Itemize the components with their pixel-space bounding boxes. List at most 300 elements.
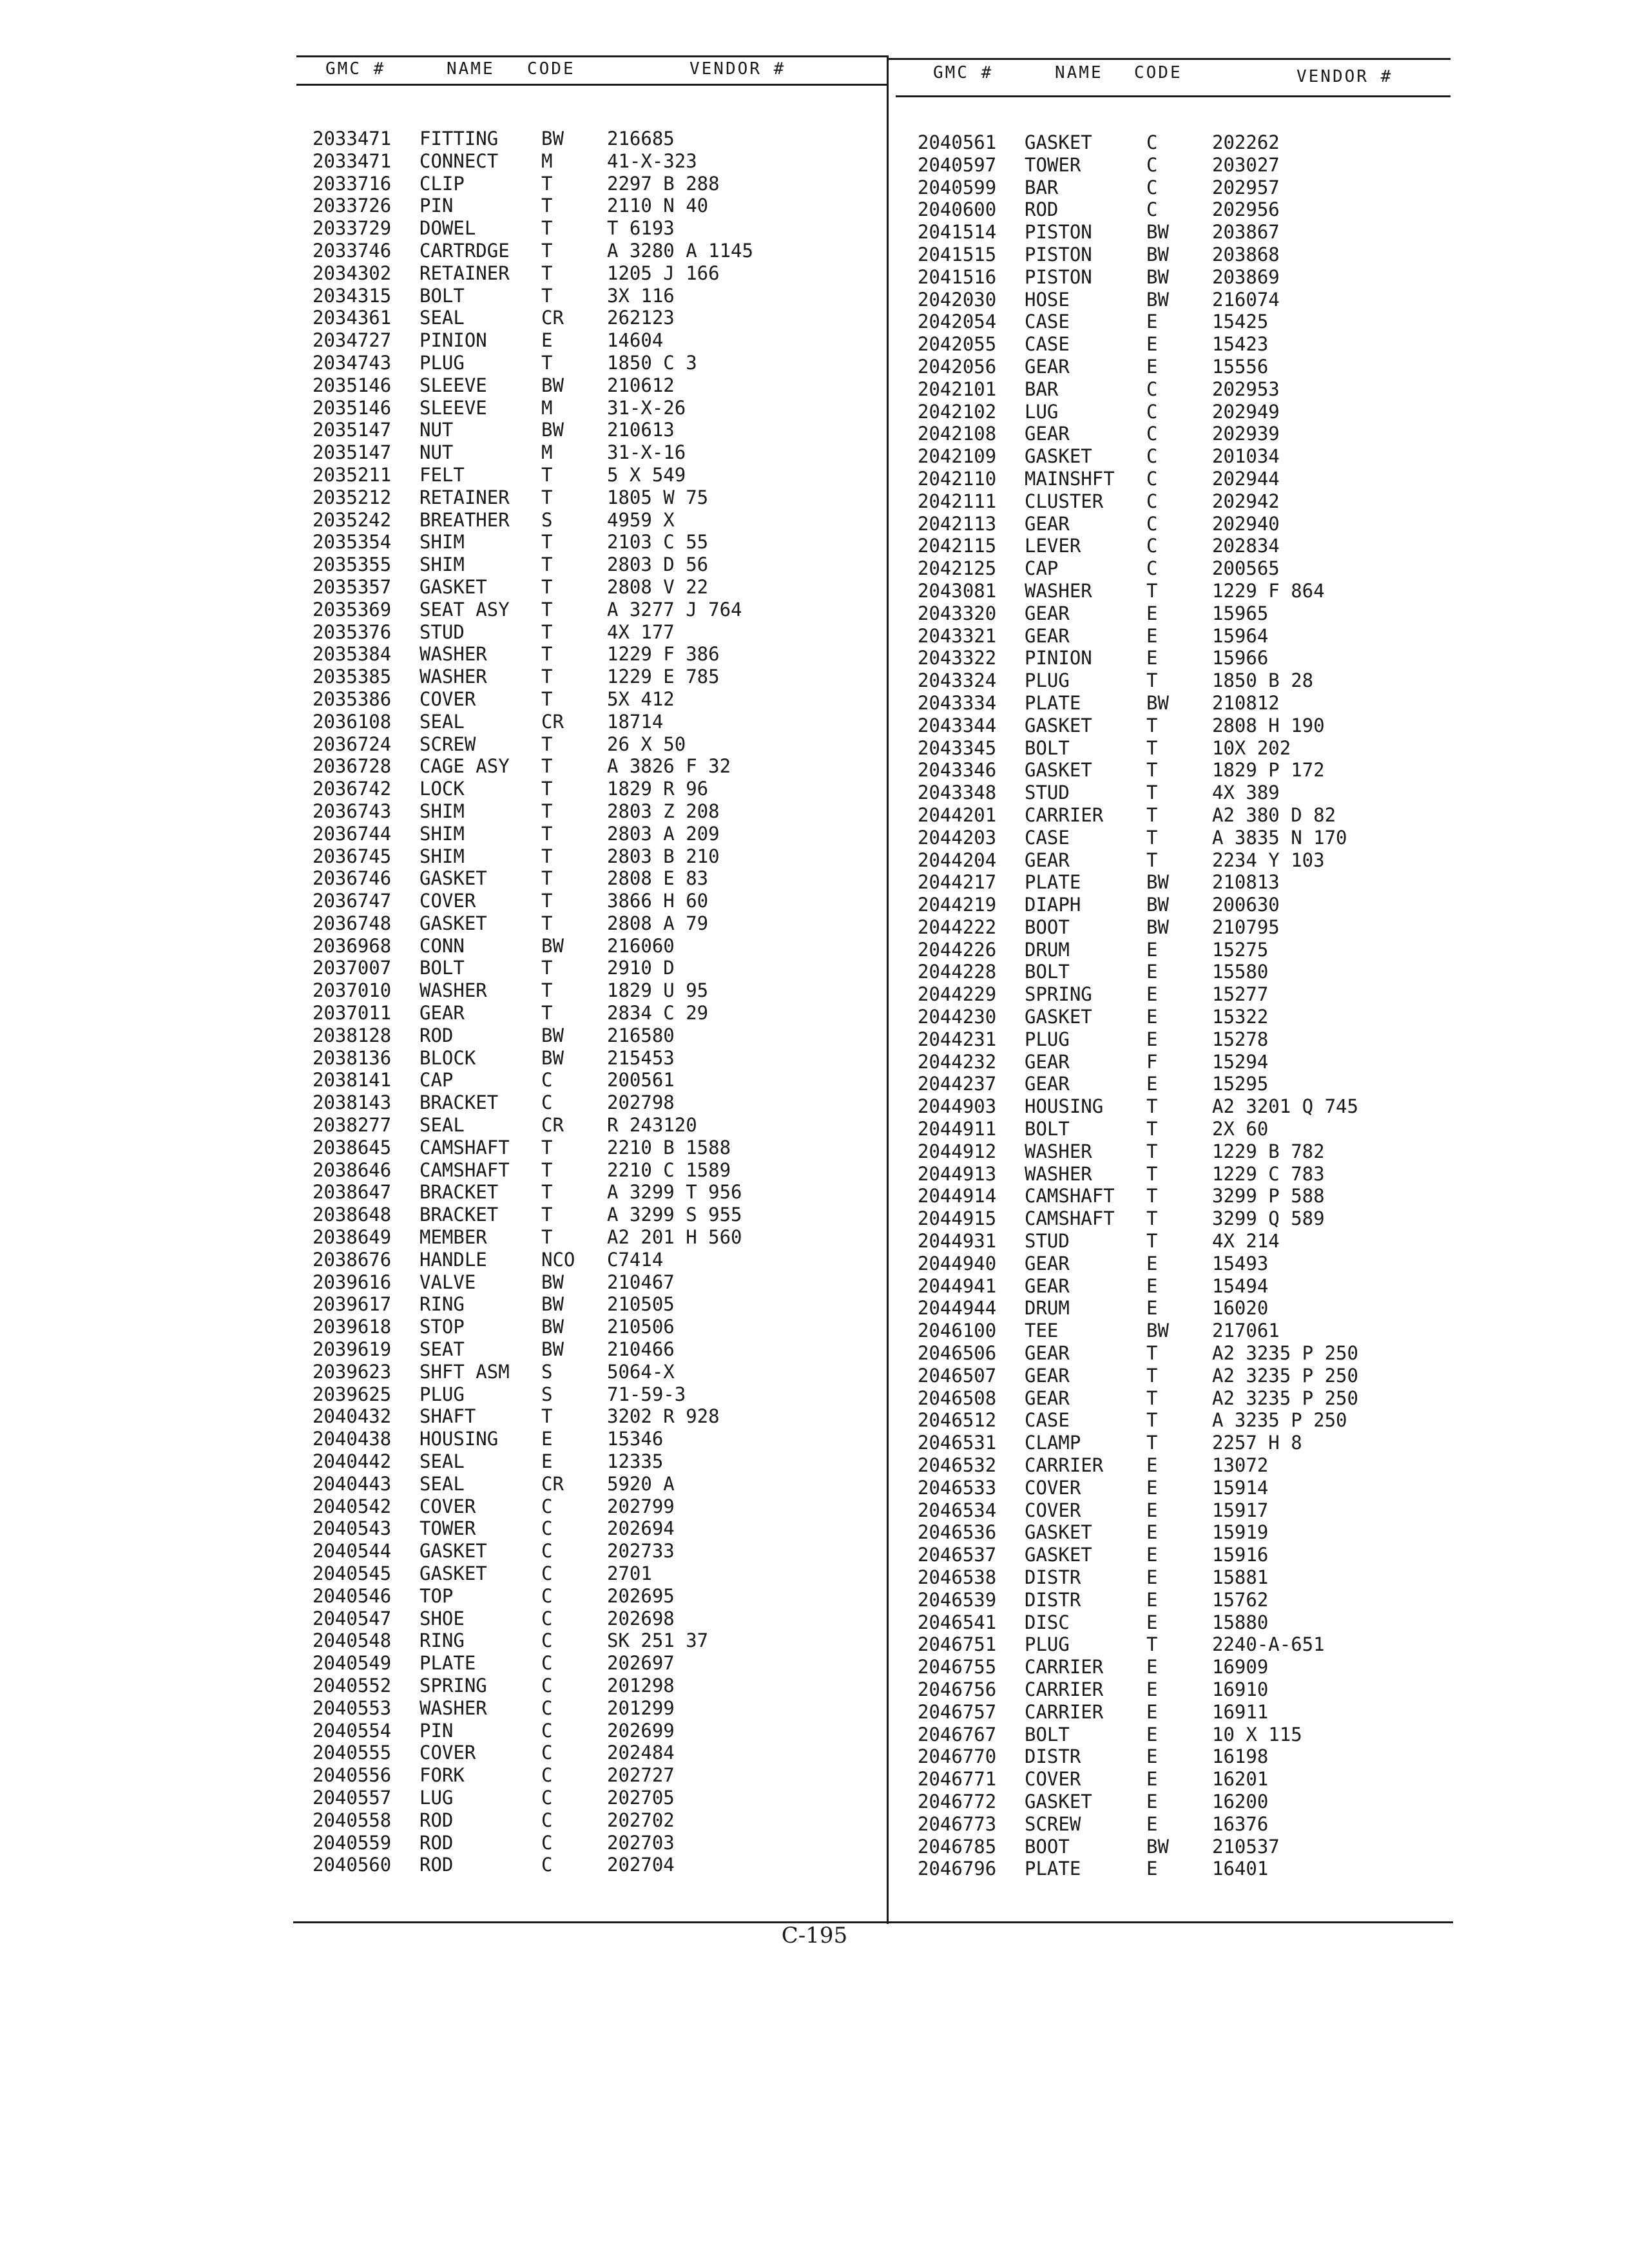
cell-vendor: 3866 H 60 <box>607 890 709 912</box>
cell-gmc: 2035384 <box>313 643 392 666</box>
cell-vendor: A 3826 F 32 <box>607 755 731 778</box>
table-row <box>313 1405 880 1428</box>
cell-gmc: 2038647 <box>313 1181 392 1204</box>
table-row <box>918 266 1452 289</box>
table-row <box>313 979 880 1002</box>
parts-list-right <box>918 131 1452 1880</box>
cell-gmc: 2043081 <box>918 579 997 602</box>
cell-vendor: 203027 <box>1212 153 1280 176</box>
table-row <box>313 643 880 666</box>
cell-name: SEAL <box>419 710 465 733</box>
table-row <box>918 871 1452 894</box>
cell-name: FITTING <box>419 128 499 149</box>
cell-gmc: 2044228 <box>918 961 997 983</box>
cell-gmc: 2044232 <box>918 1050 997 1073</box>
cell-vendor: 16198 <box>1212 1745 1269 1768</box>
cell-gmc: 2036745 <box>313 845 392 867</box>
cell-vendor: 15964 <box>1212 624 1269 647</box>
cell-name: DISC <box>1025 1611 1070 1633</box>
cell-gmc: 2044237 <box>918 1073 997 1095</box>
cell-gmc: 2044903 <box>918 1095 997 1118</box>
cell-code: T <box>1146 1409 1158 1432</box>
cell-vendor: 3X 116 <box>607 284 675 307</box>
cell-name: PINION <box>1025 647 1092 669</box>
cell-vendor: 4X 177 <box>607 620 675 643</box>
table-row <box>918 1006 1452 1028</box>
parts-list-left <box>313 128 880 1876</box>
cell-name: GASKET <box>419 867 487 890</box>
cell-gmc: 2035146 <box>313 396 392 419</box>
table-row <box>313 800 880 823</box>
cell-code: T <box>1146 1118 1158 1140</box>
cell-vendor: 202702 <box>607 1809 675 1831</box>
cell-vendor: 210795 <box>1212 916 1280 938</box>
cell-code: BW <box>1146 1320 1169 1342</box>
cell-code: E <box>1146 1006 1158 1028</box>
cell-gmc: 2034743 <box>313 351 392 374</box>
cell-gmc: 2033471 <box>313 128 392 149</box>
table-row <box>918 1791 1452 1813</box>
cell-code: C <box>541 1495 553 1517</box>
cell-vendor: 2110 N 40 <box>607 195 709 217</box>
cell-name: GASKET <box>419 912 487 934</box>
cell-name: PLUG <box>419 1383 465 1405</box>
cell-gmc: 2044940 <box>918 1252 997 1274</box>
cell-code: T <box>541 643 553 666</box>
cell-gmc: 2036744 <box>313 822 392 845</box>
cell-gmc: 2044913 <box>918 1162 997 1185</box>
cell-code: E <box>1146 1768 1158 1791</box>
cell-vendor: 15966 <box>1212 647 1269 669</box>
cell-gmc: 2036728 <box>313 755 392 778</box>
cell-vendor: 15914 <box>1212 1476 1269 1499</box>
cell-gmc: 2046796 <box>918 1858 997 1880</box>
cell-gmc: 2041516 <box>918 265 997 288</box>
cell-code: T <box>541 217 553 240</box>
cell-vendor: 210505 <box>607 1293 675 1316</box>
cell-gmc: 2038141 <box>313 1069 392 1091</box>
table-row <box>313 307 880 329</box>
table-row <box>918 1140 1452 1163</box>
table-row <box>918 244 1452 266</box>
cell-code: C <box>541 1629 553 1652</box>
cell-vendor: 201299 <box>607 1696 675 1719</box>
cell-code: CR <box>541 1114 564 1137</box>
cell-name: SPRING <box>419 1674 487 1696</box>
cell-vendor: 1805 W 75 <box>607 486 709 508</box>
cell-gmc: 2040542 <box>313 1495 392 1517</box>
table-row <box>918 557 1452 580</box>
cell-name: WASHER <box>1025 1140 1092 1162</box>
header-name: NAME <box>447 59 495 79</box>
cell-vendor: 1205 J 166 <box>607 262 720 284</box>
table-row <box>313 733 880 756</box>
cell-name: PLATE <box>419 1652 476 1675</box>
cell-vendor: 16376 <box>1212 1812 1269 1835</box>
table-row <box>918 198 1452 221</box>
cell-name: TOWER <box>1025 153 1081 176</box>
table-row <box>918 894 1452 916</box>
cell-vendor: 15493 <box>1212 1252 1269 1274</box>
cell-gmc: 2044911 <box>918 1118 997 1140</box>
cell-gmc: 2040443 <box>313 1472 392 1495</box>
cell-gmc: 2039617 <box>313 1293 392 1316</box>
cell-vendor: 1229 C 783 <box>1212 1162 1325 1185</box>
table-row <box>918 580 1452 602</box>
cell-vendor: 1850 C 3 <box>607 351 697 374</box>
cell-vendor: 202956 <box>1212 198 1280 221</box>
cell-gmc: 2038648 <box>313 1204 392 1226</box>
cell-code: E <box>1146 1611 1158 1633</box>
cell-code: T <box>541 733 553 755</box>
cell-code: M <box>541 396 553 419</box>
table-row <box>918 647 1452 669</box>
cell-name: GASKET <box>1025 1544 1092 1566</box>
table-row <box>918 759 1452 782</box>
cell-gmc: 2040546 <box>313 1584 392 1607</box>
cell-vendor: 71-59-3 <box>607 1383 686 1405</box>
cell-vendor: 202703 <box>607 1831 675 1854</box>
cell-gmc: 2042055 <box>918 333 997 356</box>
cell-gmc: 2038646 <box>313 1158 392 1181</box>
cell-name: GASKET <box>1025 445 1092 468</box>
cell-gmc: 2040553 <box>313 1696 392 1719</box>
cell-gmc: 2042109 <box>918 445 997 468</box>
cell-name: BREATHER <box>419 508 510 531</box>
table-row <box>313 1809 880 1832</box>
cell-gmc: 2033726 <box>313 195 392 217</box>
cell-code: E <box>1146 355 1158 378</box>
cell-name: DOWEL <box>419 217 476 240</box>
cell-code: BW <box>541 1046 564 1069</box>
table-row <box>918 1611 1452 1634</box>
cell-vendor: 200630 <box>1212 894 1280 916</box>
cell-gmc: 2035354 <box>313 531 392 553</box>
cell-name: PIN <box>419 195 454 217</box>
cell-vendor: 1850 B 28 <box>1212 669 1314 692</box>
table-row <box>313 352 880 374</box>
cell-vendor: 10 X 115 <box>1212 1723 1302 1745</box>
cell-code: E <box>1146 1521 1158 1544</box>
cell-vendor: T 6193 <box>607 217 675 240</box>
cell-code: C <box>1146 535 1158 557</box>
cell-vendor: 15346 <box>607 1428 664 1450</box>
cell-code: E <box>1146 1476 1158 1499</box>
cell-vendor: 15277 <box>1212 983 1269 1006</box>
cell-name: VALVE <box>419 1271 476 1293</box>
table-row <box>313 1697 880 1720</box>
cell-name: CONN <box>419 934 465 957</box>
table-row <box>313 531 880 553</box>
table-row <box>313 1675 880 1697</box>
cell-vendor: 4X 214 <box>1212 1230 1280 1253</box>
table-row <box>313 262 880 285</box>
cell-code: T <box>541 778 553 800</box>
cell-name: ROD <box>419 1809 454 1831</box>
cell-code: E <box>1146 961 1158 983</box>
cell-gmc: 2046538 <box>918 1566 997 1588</box>
cell-vendor: 3299 Q 589 <box>1212 1207 1325 1230</box>
cell-vendor: 202949 <box>1212 400 1280 423</box>
cell-gmc: 2044203 <box>918 826 997 849</box>
table-row <box>918 423 1452 445</box>
cell-name: SEAT <box>419 1338 465 1361</box>
cell-gmc: 2034302 <box>313 262 392 284</box>
cell-name: BOLT <box>1025 961 1070 983</box>
table-row <box>313 1720 880 1742</box>
cell-vendor: 15294 <box>1212 1050 1269 1073</box>
cell-name: MEMBER <box>419 1226 487 1249</box>
table-row <box>918 490 1452 513</box>
cell-name: LUG <box>419 1786 454 1809</box>
cell-vendor: 2240-A-651 <box>1212 1633 1325 1656</box>
cell-vendor: 215453 <box>607 1046 675 1069</box>
cell-gmc: 2039618 <box>313 1316 392 1338</box>
cell-code: BW <box>541 1316 564 1338</box>
table-row <box>918 1297 1452 1320</box>
cell-code: T <box>1146 1633 1158 1656</box>
table-row <box>313 778 880 800</box>
cell-code: T <box>541 351 553 374</box>
table-row <box>313 1181 880 1204</box>
cell-vendor: 18714 <box>607 710 664 733</box>
cell-name: COVER <box>1025 1768 1081 1791</box>
table-row <box>918 692 1452 715</box>
table-row <box>313 1293 880 1316</box>
cell-gmc: 2042054 <box>918 311 997 333</box>
top-rule-right <box>887 58 1451 60</box>
table-row <box>918 1656 1452 1678</box>
cell-gmc: 2035147 <box>313 419 392 441</box>
table-row <box>313 890 880 912</box>
cell-code: T <box>541 979 553 1002</box>
cell-gmc: 2044201 <box>918 803 997 826</box>
cell-code: C <box>1146 400 1158 423</box>
cell-vendor: C7414 <box>607 1248 664 1271</box>
cell-name: WASHER <box>1025 1162 1092 1185</box>
cell-vendor: 202799 <box>607 1495 675 1517</box>
cell-name: PISTON <box>1025 221 1092 244</box>
cell-code: T <box>541 912 553 934</box>
table-row <box>918 1230 1452 1253</box>
cell-code: E <box>1146 1073 1158 1095</box>
cell-vendor: 216685 <box>607 128 675 149</box>
table-row <box>313 823 880 845</box>
cell-name: GEAR <box>1025 423 1070 445</box>
cell-name: CAP <box>419 1069 454 1091</box>
cell-name: STUD <box>1025 782 1070 804</box>
cell-name: WASHER <box>419 979 487 1002</box>
cell-name: SHIM <box>419 800 465 822</box>
cell-name: GASKET <box>1025 1521 1092 1544</box>
table-row <box>313 150 880 173</box>
table-row <box>313 1226 880 1249</box>
cell-gmc: 2040545 <box>313 1562 392 1584</box>
cell-vendor: 202834 <box>1212 535 1280 557</box>
cell-gmc: 2039625 <box>313 1383 392 1405</box>
cell-code: BW <box>541 934 564 957</box>
cell-vendor: 200565 <box>1212 557 1280 580</box>
cell-name: GASKET <box>1025 1790 1092 1812</box>
cell-code: BW <box>1146 288 1169 311</box>
cell-code: BW <box>541 1338 564 1361</box>
cell-code: T <box>1146 1342 1158 1365</box>
header-rule-left <box>296 84 887 86</box>
cell-vendor: 15494 <box>1212 1274 1269 1297</box>
table-row <box>918 1051 1452 1073</box>
table-row <box>313 1428 880 1450</box>
table-row <box>313 1629 880 1652</box>
cell-code: E <box>1146 1252 1158 1274</box>
cell-gmc: 2042101 <box>918 378 997 400</box>
cell-name: BAR <box>1025 176 1059 198</box>
table-row <box>313 688 880 711</box>
table-row <box>313 217 880 240</box>
cell-gmc: 2033471 <box>313 149 392 172</box>
cell-gmc: 2037007 <box>313 957 392 979</box>
cell-vendor: 15965 <box>1212 602 1269 624</box>
page-number: C-195 <box>781 1923 848 1948</box>
cell-vendor: 1229 B 782 <box>1212 1140 1325 1162</box>
table-row <box>918 1544 1452 1566</box>
table-row <box>313 419 880 441</box>
table-row <box>918 1836 1452 1858</box>
cell-name: HOUSING <box>1025 1095 1104 1118</box>
cell-vendor: 15917 <box>1212 1499 1269 1521</box>
cell-vendor: SK 251 37 <box>607 1629 709 1652</box>
cell-name: ROD <box>419 1024 454 1046</box>
table-row <box>918 311 1452 333</box>
cell-vendor: 202484 <box>607 1742 675 1764</box>
table-row <box>918 1320 1452 1342</box>
cell-code: T <box>541 195 553 217</box>
cell-code: C <box>1146 557 1158 580</box>
cell-code: E <box>1146 1812 1158 1835</box>
cell-gmc: 2044931 <box>918 1230 997 1253</box>
cell-gmc: 2046512 <box>918 1409 997 1432</box>
cell-name: CAMSHAFT <box>1025 1207 1115 1230</box>
cell-vendor: 15423 <box>1212 333 1269 356</box>
table-row <box>313 1361 880 1383</box>
cell-vendor: 1829 P 172 <box>1212 759 1325 782</box>
cell-vendor: 3299 P 588 <box>1212 1185 1325 1207</box>
cell-name: RETAINER <box>419 486 510 508</box>
cell-gmc: 2040556 <box>313 1764 392 1787</box>
table-row <box>918 1454 1452 1477</box>
cell-name: PLUG <box>419 351 465 374</box>
cell-code: C <box>541 1540 553 1562</box>
cell-name: TOWER <box>419 1517 476 1540</box>
cell-code: E <box>1146 1858 1158 1880</box>
header-gmc: GMC # <box>325 59 386 79</box>
table-row <box>918 535 1452 557</box>
cell-code: T <box>541 575 553 598</box>
cell-code: T <box>541 755 553 778</box>
table-row <box>918 1253 1452 1275</box>
cell-gmc: 2040438 <box>313 1428 392 1450</box>
cell-code: C <box>1146 176 1158 198</box>
cell-code: C <box>1146 490 1158 512</box>
cell-vendor: 1829 U 95 <box>607 979 709 1002</box>
cell-vendor: 5 X 549 <box>607 463 686 486</box>
table-row <box>313 1742 880 1764</box>
table-row <box>918 1745 1452 1768</box>
cell-name: PISTON <box>1025 265 1092 288</box>
cell-vendor: A 3277 J 764 <box>607 598 742 620</box>
cell-gmc: 2039619 <box>313 1338 392 1361</box>
cell-code: T <box>541 172 553 195</box>
cell-code: T <box>541 890 553 912</box>
cell-vendor: 202694 <box>607 1517 675 1540</box>
cell-gmc: 2046531 <box>918 1432 997 1454</box>
cell-name: RING <box>419 1629 465 1652</box>
table-row <box>313 1047 880 1070</box>
table-row <box>313 441 880 464</box>
cell-gmc: 2046767 <box>918 1723 997 1745</box>
cell-code: T <box>541 1226 553 1249</box>
cell-code: T <box>1146 1387 1158 1409</box>
table-row <box>313 553 880 576</box>
cell-gmc: 2042115 <box>918 535 997 557</box>
cell-code: C <box>1146 445 1158 468</box>
cell-name: BOLT <box>1025 736 1070 759</box>
cell-name: STUD <box>1025 1230 1070 1253</box>
table-row <box>918 1073 1452 1095</box>
cell-gmc: 2044229 <box>918 983 997 1006</box>
cell-gmc: 2042125 <box>918 557 997 580</box>
cell-name: SEAL <box>419 307 465 329</box>
cell-name: SHIM <box>419 531 465 553</box>
cell-name: CASE <box>1025 826 1070 849</box>
cell-gmc: 2044914 <box>918 1185 997 1207</box>
table-row <box>313 1271 880 1294</box>
cell-code: C <box>541 1674 553 1696</box>
cell-gmc: 2033729 <box>313 217 392 240</box>
cell-gmc: 2043334 <box>918 691 997 714</box>
cell-gmc: 2042102 <box>918 400 997 423</box>
cell-vendor: 2803 A 209 <box>607 822 720 845</box>
cell-name: HOSE <box>1025 288 1070 311</box>
cell-code: T <box>541 486 553 508</box>
cell-gmc: 2046506 <box>918 1342 997 1365</box>
cell-vendor: 210537 <box>1212 1835 1280 1858</box>
cell-name: GASKET <box>419 1562 487 1584</box>
cell-gmc: 2041514 <box>918 221 997 244</box>
cell-name: CASE <box>1025 1409 1070 1432</box>
cell-vendor: 12335 <box>607 1450 664 1473</box>
cell-name: BRACKET <box>419 1181 499 1204</box>
cell-code: E <box>541 329 553 352</box>
cell-vendor: 15881 <box>1212 1566 1269 1588</box>
cell-gmc: 2035376 <box>313 620 392 643</box>
cell-gmc: 2036747 <box>313 890 392 912</box>
cell-code: T <box>541 598 553 620</box>
cell-name: DISTR <box>1025 1566 1081 1588</box>
cell-name: GEAR <box>1025 602 1070 624</box>
cell-gmc: 2038676 <box>313 1248 392 1271</box>
cell-code: T <box>1146 579 1158 602</box>
cell-name: FELT <box>419 463 465 486</box>
cell-code: C <box>1146 512 1158 535</box>
table-row <box>313 285 880 307</box>
table-row <box>918 1387 1452 1410</box>
cell-gmc: 2037011 <box>313 1002 392 1024</box>
cell-gmc: 2040432 <box>313 1405 392 1428</box>
table-row <box>918 1768 1452 1791</box>
cell-vendor: 15919 <box>1212 1521 1269 1544</box>
cell-code: T <box>541 1136 553 1158</box>
cell-name: COVER <box>419 687 476 710</box>
